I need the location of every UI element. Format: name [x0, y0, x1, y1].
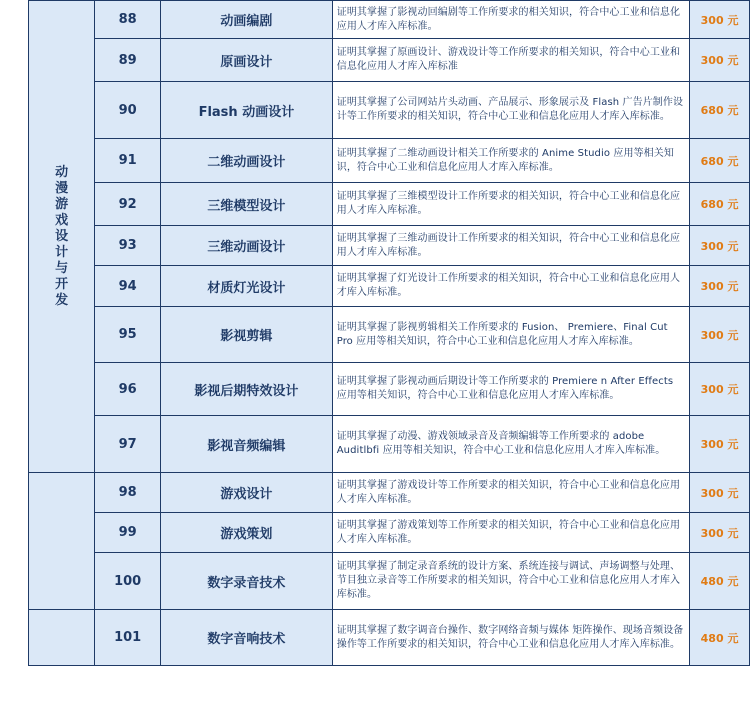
- category-cell: [29, 610, 95, 666]
- row-number: 92: [95, 183, 161, 226]
- course-description: 证明其掌握了公司网站片头动画、产品展示、形象展示及 Flash 广告片制作设计等工作所要求的相关知识，符合中心工业和信息化应用人才库入库标准。: [332, 82, 689, 139]
- table-row: [29, 39, 750, 82]
- category-char: 动: [55, 164, 69, 180]
- course-name: 材质灯光设计: [161, 266, 333, 307]
- course-description: 证明其掌握了游戏策划等工作所要求的相关知识，符合中心工业和信息化应用人才库入库标准。: [332, 513, 689, 553]
- category-cell: [29, 1, 95, 473]
- row-number: 97: [95, 416, 161, 473]
- category-char: 计: [55, 244, 69, 260]
- table-row: [29, 266, 750, 307]
- category-char: 开: [55, 276, 69, 292]
- course-name: 影视剪辑: [161, 307, 333, 363]
- table-row: [29, 139, 750, 183]
- table-row: [29, 553, 750, 610]
- table-row: [29, 416, 750, 473]
- category-char: 戏: [55, 212, 69, 228]
- row-number: 95: [95, 307, 161, 363]
- certificate-table: [28, 0, 750, 666]
- course-description: 证明其掌握了二维动画设计相关工作所要求的 Anime Studio 应用等相关知识，符合中心工业和信息化应用人才库入库标准。: [332, 139, 689, 183]
- row-number: 99: [95, 513, 161, 553]
- course-description: 证明其掌握了灯光设计工作所要求的相关知识，符合中心工业和信息化应用人才库入库标准。: [332, 266, 689, 307]
- category-cell: [29, 473, 95, 610]
- course-price: 680 元: [690, 82, 750, 139]
- course-description: 证明其掌握了影视动回编剧等工作所要求的相关知识，符合中心工业和信息化应用人才库入库标准。: [332, 1, 689, 39]
- course-price: 300 元: [690, 473, 750, 513]
- course-description: 证明其掌握了影视剪辑相关工作所要求的 Fusion、 Premiere、Final Cut Pro 应用等相关知识，符合中心工业和信息化应用人才库入库标准。: [332, 307, 689, 363]
- row-number: 90: [95, 82, 161, 139]
- course-name: 数字录音技术: [161, 553, 333, 610]
- category-char: 设: [55, 228, 69, 244]
- course-name: 游戏策划: [161, 513, 333, 553]
- table-row: [29, 513, 750, 553]
- table-row: [29, 183, 750, 226]
- row-number: 101: [95, 610, 161, 666]
- course-name: 影视后期特效设计: [161, 363, 333, 416]
- row-number: 88: [95, 1, 161, 39]
- course-name: 影视音频编辑: [161, 416, 333, 473]
- table-row: [29, 307, 750, 363]
- course-description: 证明其掌握了数字调音台操作、数字网络音频与媒体 矩阵操作、现场音频设备操作等工作所要求的相关知识，符合中心工业和信息化应用人才库入库标准。: [332, 610, 689, 666]
- row-number: 91: [95, 139, 161, 183]
- table-row: [29, 82, 750, 139]
- course-price: 480 元: [690, 553, 750, 610]
- course-price: 300 元: [690, 416, 750, 473]
- category-char: 游: [55, 196, 69, 212]
- course-price: 300 元: [690, 307, 750, 363]
- course-price: 300 元: [690, 266, 750, 307]
- table-row: [29, 473, 750, 513]
- course-description: 证明其掌握了影视动画后期设计等工作所要求的 Premiere n After Effects 应用等相关知识，符合中心工业和信息化应用人才库入库标准。: [332, 363, 689, 416]
- course-name: Flash 动画设计: [161, 82, 333, 139]
- course-description: 证明其掌握了原画设计、游戏设计等工作所要求的相关知识，符合中心工业和信息化应用人才库入库标准: [332, 39, 689, 82]
- category-char: 漫: [55, 180, 69, 196]
- course-description: 证明其掌握了制定录音系统的设计方案、系统连接与调试、声场调整与处理、节目独立录音等工作所要求的相关知识，符合中心工业和信息化应用人才库入库标准。: [332, 553, 689, 610]
- row-number: 89: [95, 39, 161, 82]
- course-price: 300 元: [690, 226, 750, 266]
- table-row: [29, 226, 750, 266]
- course-name: 三维模型设计: [161, 183, 333, 226]
- course-name: 数字音响技术: [161, 610, 333, 666]
- course-description: 证明其掌握了三维模型设计工作所要求的相关知识，符合中心工业和信息化应用人才库入库标准。: [332, 183, 689, 226]
- course-name: 三维动画设计: [161, 226, 333, 266]
- course-name: 动画编剧: [161, 1, 333, 39]
- course-price: 480 元: [690, 610, 750, 666]
- course-name: 二维动画设计: [161, 139, 333, 183]
- course-description: 证明其掌握了三维动画设计工作所要求的相关知识，符合中心工业和信息化应用人才库入库标准。: [332, 226, 689, 266]
- table-row: [29, 610, 750, 666]
- course-description: 证明其掌握了动漫、游戏领域录音及音频编辑等工作所要求的 adobe Auditlbfi 应用等相关知识，符合中心工业和信息化应用人才库入库标准。: [332, 416, 689, 473]
- category-char: 发: [55, 292, 69, 308]
- table-row: [29, 1, 750, 39]
- category-char: 与: [55, 260, 69, 276]
- course-description: 证明其掌握了游戏设计等工作所要求的相关知识，符合中心工业和信息化应用人才库入库标准。: [332, 473, 689, 513]
- table-row: [29, 363, 750, 416]
- row-number: 96: [95, 363, 161, 416]
- course-name: 原画设计: [161, 39, 333, 82]
- course-price: 300 元: [690, 363, 750, 416]
- row-number: 98: [95, 473, 161, 513]
- row-number: 94: [95, 266, 161, 307]
- course-price: 680 元: [690, 183, 750, 226]
- course-price: 300 元: [690, 513, 750, 553]
- row-number: 93: [95, 226, 161, 266]
- course-price: 300 元: [690, 1, 750, 39]
- course-price: 300 元: [690, 39, 750, 82]
- row-number: 100: [95, 553, 161, 610]
- course-price: 680 元: [690, 139, 750, 183]
- course-name: 游戏设计: [161, 473, 333, 513]
